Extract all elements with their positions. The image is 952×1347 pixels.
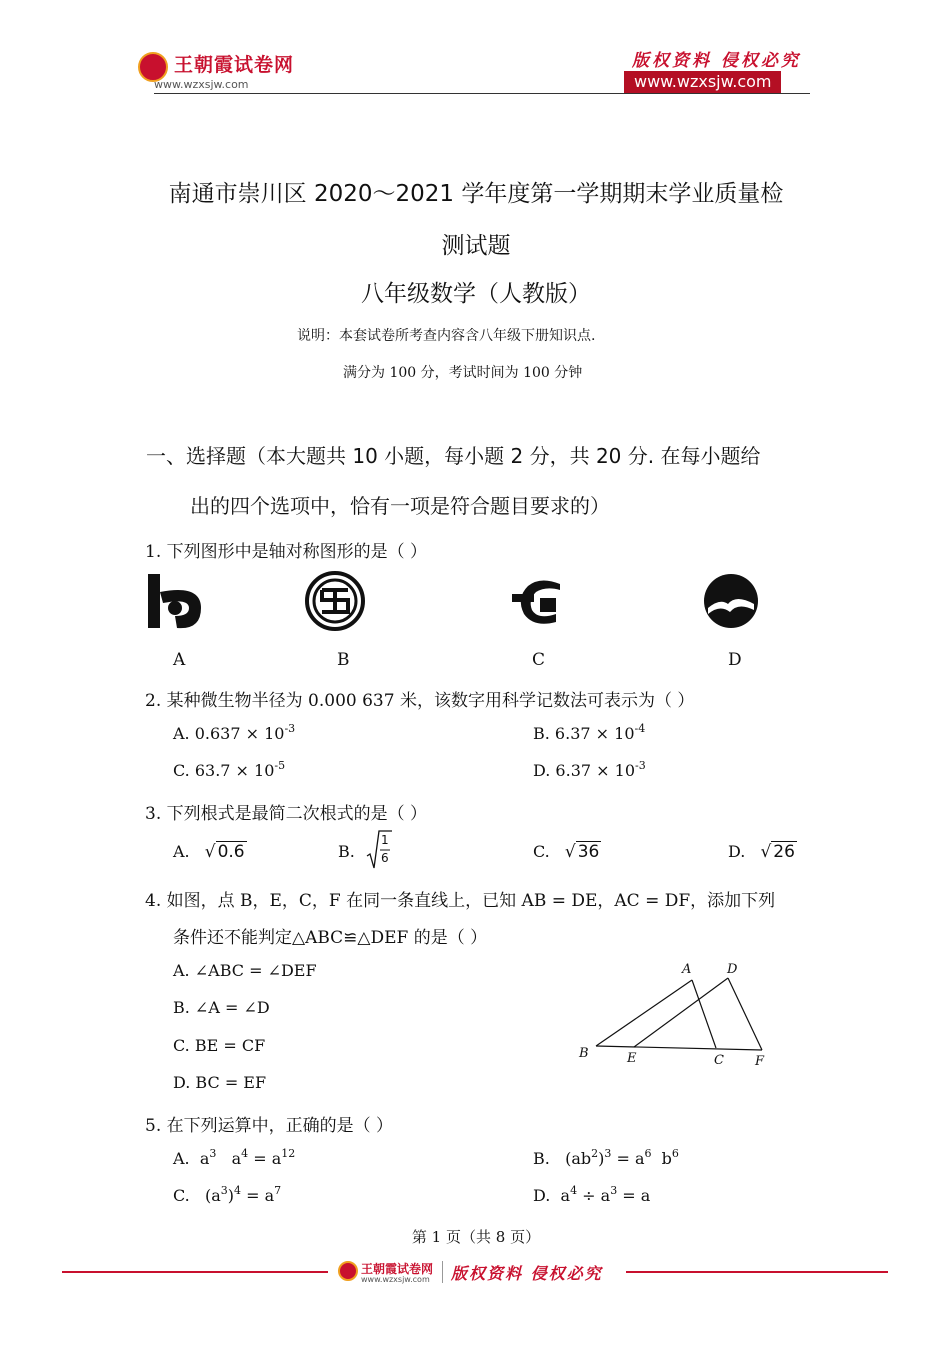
- q5-option-b: [533, 1146, 679, 1168]
- q5-option-c-e1: 3: [220, 1183, 228, 1197]
- page-title: 南通市崇川区 2020～2021 学年度第一学期期末学业质量检: [168, 181, 784, 207]
- q4-point-d: D: [727, 962, 738, 977]
- q5-option-b-e4: 6: [671, 1146, 679, 1160]
- q5-option-d: [533, 1183, 651, 1205]
- q5-option-c-p3: = a: [241, 1186, 275, 1205]
- q4-option-d: D. BC = EF: [173, 1073, 267, 1092]
- q1-label-d: D: [728, 650, 742, 670]
- q3-option-d-label: D.: [728, 842, 746, 861]
- q3-option-d-radicand: 26: [773, 842, 795, 862]
- q5-option-c: [173, 1183, 282, 1205]
- q5-option-d-p1: D. a: [533, 1186, 571, 1205]
- url-badge: www.wzxsjw.com: [624, 71, 781, 93]
- q4-option-c: C. BE = CF: [173, 1036, 266, 1055]
- q2-option-d: [533, 758, 646, 780]
- q3-option-b-label: B.: [338, 842, 355, 861]
- q5-option-c-p1: C. (a: [173, 1186, 221, 1205]
- q3-option-c-radicand: 36: [577, 842, 600, 862]
- q2-option-c: [173, 758, 286, 780]
- q3-option-c-sqrt: √ 36: [564, 842, 600, 862]
- header-divider: [154, 93, 810, 94]
- page-number: 第 1 页（共 8 页）: [411, 1228, 541, 1246]
- q2-option-c-exp: -5: [274, 758, 286, 772]
- q5-option-d-p3: = a: [617, 1186, 651, 1205]
- q4-option-a: A. ∠ABC = ∠DEF: [173, 961, 317, 980]
- note-line-1: 说明：本套试卷所考查内容含八年级下册知识点.: [297, 328, 596, 344]
- page-title-cont: 测试题: [441, 233, 511, 259]
- q3-option-b-sqrt: [366, 830, 392, 870]
- q1-label-a: A: [173, 650, 186, 670]
- q4-point-c: C: [714, 1053, 724, 1068]
- q3-option-b: [338, 842, 355, 861]
- footer-separator: [442, 1261, 443, 1283]
- q5-option-a-e3: 12: [281, 1146, 296, 1160]
- section-heading: 一、选择题（本大题共 10 小题，每小题 2 分，共 20 分. 在每小题给: [146, 444, 761, 468]
- header: [0, 0, 952, 100]
- question-4: 4. 如图，点 B，E，C，F 在同一条直线上，已知 AB = DE，AC = DF，添加下列: [145, 891, 776, 911]
- question-4-cont: 条件还不能判定△ABC≌△DEF 的是（ ）: [173, 928, 488, 948]
- q5-option-a: [173, 1146, 296, 1168]
- question-5: 5. 在下列运算中，正确的是（ ）: [145, 1116, 394, 1136]
- q5-option-d-p2: ÷ a: [577, 1186, 611, 1205]
- q1-label-b: B: [337, 650, 350, 670]
- page-subtitle: 八年级数学（人教版）: [361, 281, 591, 307]
- q4-point-a: A: [682, 962, 692, 977]
- q2-option-d-text: D. 6.37 × 10: [533, 761, 635, 780]
- q2-option-b: [533, 721, 646, 743]
- q2-option-b-text: B. 6.37 × 10: [533, 724, 635, 743]
- q5-option-d-e1: 4: [570, 1183, 578, 1197]
- q3-option-b-denominator: 6: [381, 851, 389, 865]
- rights-text: 版权资料 侵权必究: [632, 51, 801, 71]
- footer-divider-right: [626, 1271, 888, 1273]
- logo-name: 王朝霞试卷网: [174, 54, 295, 76]
- q3-option-a: [173, 842, 247, 862]
- footer-logo-icon: [338, 1261, 358, 1281]
- q5-option-b-p3: = a: [611, 1149, 645, 1168]
- q1-figure-b-icon: [304, 570, 366, 632]
- q3-option-c-label: C.: [533, 842, 550, 861]
- q5-option-c-p2: ): [227, 1186, 235, 1205]
- q4-point-e: E: [627, 1051, 637, 1066]
- q4-option-b: B. ∠A = ∠D: [173, 998, 270, 1017]
- q5-option-c-e2: 4: [234, 1183, 242, 1197]
- q3-option-d-sqrt: √ 26: [760, 842, 795, 862]
- question-1: 1. 下列图形中是轴对称图形的是（ ）: [145, 542, 428, 562]
- q1-figure-a-icon: [145, 570, 207, 632]
- q2-option-d-exp: -3: [635, 758, 646, 772]
- note-line-2: 满分为 100 分，考试时间为 100 分钟: [343, 365, 583, 381]
- q1-figure-d-icon: [702, 572, 760, 630]
- section-heading-cont: 出的四个选项中，恰有一项是符合题目要求的）: [190, 494, 610, 518]
- q5-option-b-p2: ): [598, 1149, 605, 1168]
- q3-option-d: [728, 842, 797, 862]
- footer-divider-left: [62, 1271, 328, 1273]
- q2-option-a-exp: -3: [284, 721, 296, 735]
- question-2: 2. 某种微生物半径为 0.000 637 米，该数字用科学记数法可表示为（ ）: [145, 691, 695, 711]
- q5-option-b-e2: 3: [604, 1146, 612, 1160]
- footer-logo-url: www.wzxsjw.com: [361, 1275, 430, 1284]
- q5-option-b-p1: B. (ab: [533, 1149, 592, 1168]
- q3-option-a-label: A.: [173, 842, 190, 861]
- q5-option-c-e3: 7: [274, 1183, 282, 1197]
- q5-option-a-p1: A. a: [173, 1149, 210, 1168]
- q3-option-a-sqrt: √ 0.6: [204, 842, 245, 862]
- q5-option-b-e3: 6: [644, 1146, 652, 1160]
- q1-figure-c-icon: [510, 570, 572, 632]
- q5-option-a-p3: = a: [248, 1149, 282, 1168]
- logo-url: www.wzxsjw.com: [154, 78, 249, 91]
- footer-logo-name: 王朝霞试卷网: [361, 1262, 434, 1276]
- q4-triangle-lines: [570, 960, 780, 1075]
- q1-label-c: C: [532, 650, 546, 670]
- q2-option-a: [173, 721, 296, 743]
- q3-option-c: [533, 842, 601, 862]
- q3-option-a-radicand: 0.6: [217, 842, 245, 862]
- q5-option-d-e2: 3: [610, 1183, 618, 1197]
- q4-point-f: F: [755, 1054, 765, 1069]
- q5-option-a-e2: 4: [241, 1146, 249, 1160]
- question-3: 3. 下列根式是最简二次根式的是（ ）: [145, 804, 428, 824]
- q4-point-b: B: [579, 1046, 589, 1061]
- q2-option-b-exp: -4: [634, 721, 646, 735]
- q4-triangle-figure: [570, 960, 780, 1075]
- q2-option-a-text: A. 0.637 × 10: [173, 724, 285, 743]
- footer-rights-text: 版权资料 侵权必究: [451, 1264, 603, 1283]
- q5-option-a-e1: 3: [209, 1146, 217, 1160]
- q5-option-a-p2: a: [216, 1149, 242, 1168]
- q5-option-b-p4: b: [651, 1149, 672, 1168]
- q5-option-b-e1: 2: [591, 1146, 599, 1160]
- q3-option-b-numerator: 1: [381, 833, 389, 847]
- q2-option-c-text: C. 63.7 × 10: [173, 761, 275, 780]
